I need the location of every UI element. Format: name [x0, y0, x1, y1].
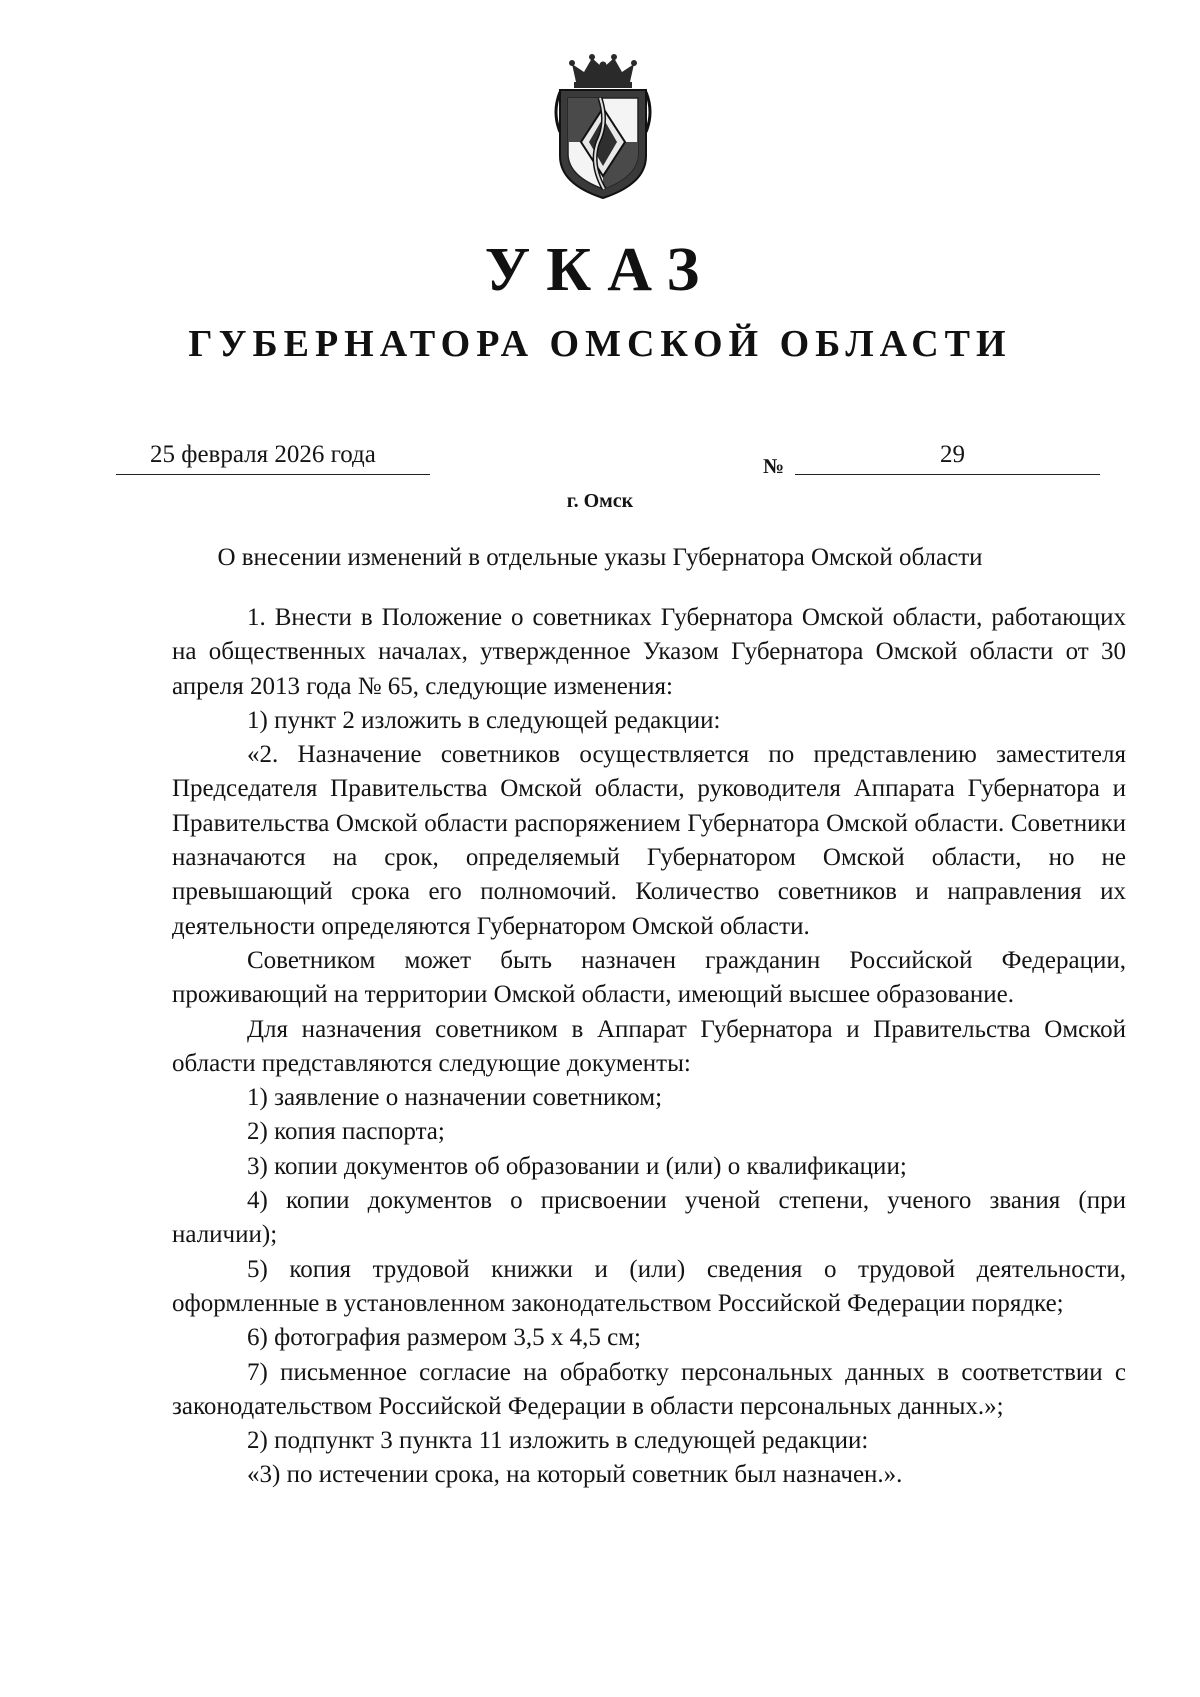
body-paragraph: 4) копии документов о присвоении ученой степени, ученого звания (при наличии);	[172, 1187, 1126, 1249]
decree-body	[172, 601, 1126, 1493]
coat-of-arms-icon	[548, 52, 658, 202]
number-sign: №	[763, 454, 785, 478]
body-paragraph: 2) подпункт 3 пункта 11 изложить в следующей редакции:	[247, 1427, 869, 1455]
body-paragraph: 2) копия паспорта;	[247, 1118, 445, 1146]
body-paragraph: 5) копия трудовой книжки и (или) сведения о трудовой деятельности, оформленные в установленном законодательством Российской Федерации порядке;	[172, 1255, 1126, 1317]
date-field	[116, 438, 430, 475]
body-paragraph: «2. Назначение советников осуществляется по представлению заместителя Председателя Правительства Омской области, руководителя Аппарата Губернатора и Правительства Омской области распоряжением Губернатора Омской области. Советники назначаются на срок, определяемый Губернатором Омской области, но не превышающий срока его полномочий. Количество советников и направления их деятельности определяются Губернатором Омской области.	[172, 741, 1126, 940]
decree-number: 29	[940, 441, 965, 468]
decree-issuer: ГУБЕРНАТОРА ОМСКОЙ ОБЛАСТИ	[188, 323, 1012, 365]
body-paragraph: 6) фотография размером 3,5 х 4,5 см;	[247, 1324, 641, 1352]
decree-date: 25 февраля 2026 года	[150, 441, 376, 468]
body-paragraph: 1) пункт 2 изложить в следующей редакции:	[247, 706, 721, 734]
body-paragraph: 1) заявление о назначении советником;	[247, 1084, 663, 1112]
number-field	[795, 438, 1100, 475]
city-label: г. Омск	[566, 490, 634, 512]
body-paragraph: 1. Внести в Положение о советниках Губернатора Омской области, работающих на общественных началах, утвержденное Указом Губернатора Омской области от 30 апреля 2013 года № 65, следующие изменения:	[172, 604, 1126, 700]
body-paragraph: 7) письменное согласие на обработку персональных данных в соответствии с законодательством Российской Федерации в области персональных данных.»;	[172, 1358, 1126, 1420]
body-paragraph: «3) по истечении срока, на который советник был назначен.».	[247, 1461, 903, 1489]
decree-subject: О внесении изменений в отдельные указы Губернатора Омской области	[217, 544, 983, 571]
body-paragraph: Для назначения советником в Аппарат Губернатора и Правительства Омской области представляются следующие документы:	[172, 1015, 1126, 1077]
body-paragraph: 3) копии документов об образовании и (или) о квалификации;	[247, 1152, 907, 1180]
body-paragraph: Советником может быть назначен гражданин Российской Федерации, проживающий на территории Омской области, имеющий высшее образование.	[172, 946, 1126, 1009]
decree-title: УКАЗ	[484, 236, 716, 304]
